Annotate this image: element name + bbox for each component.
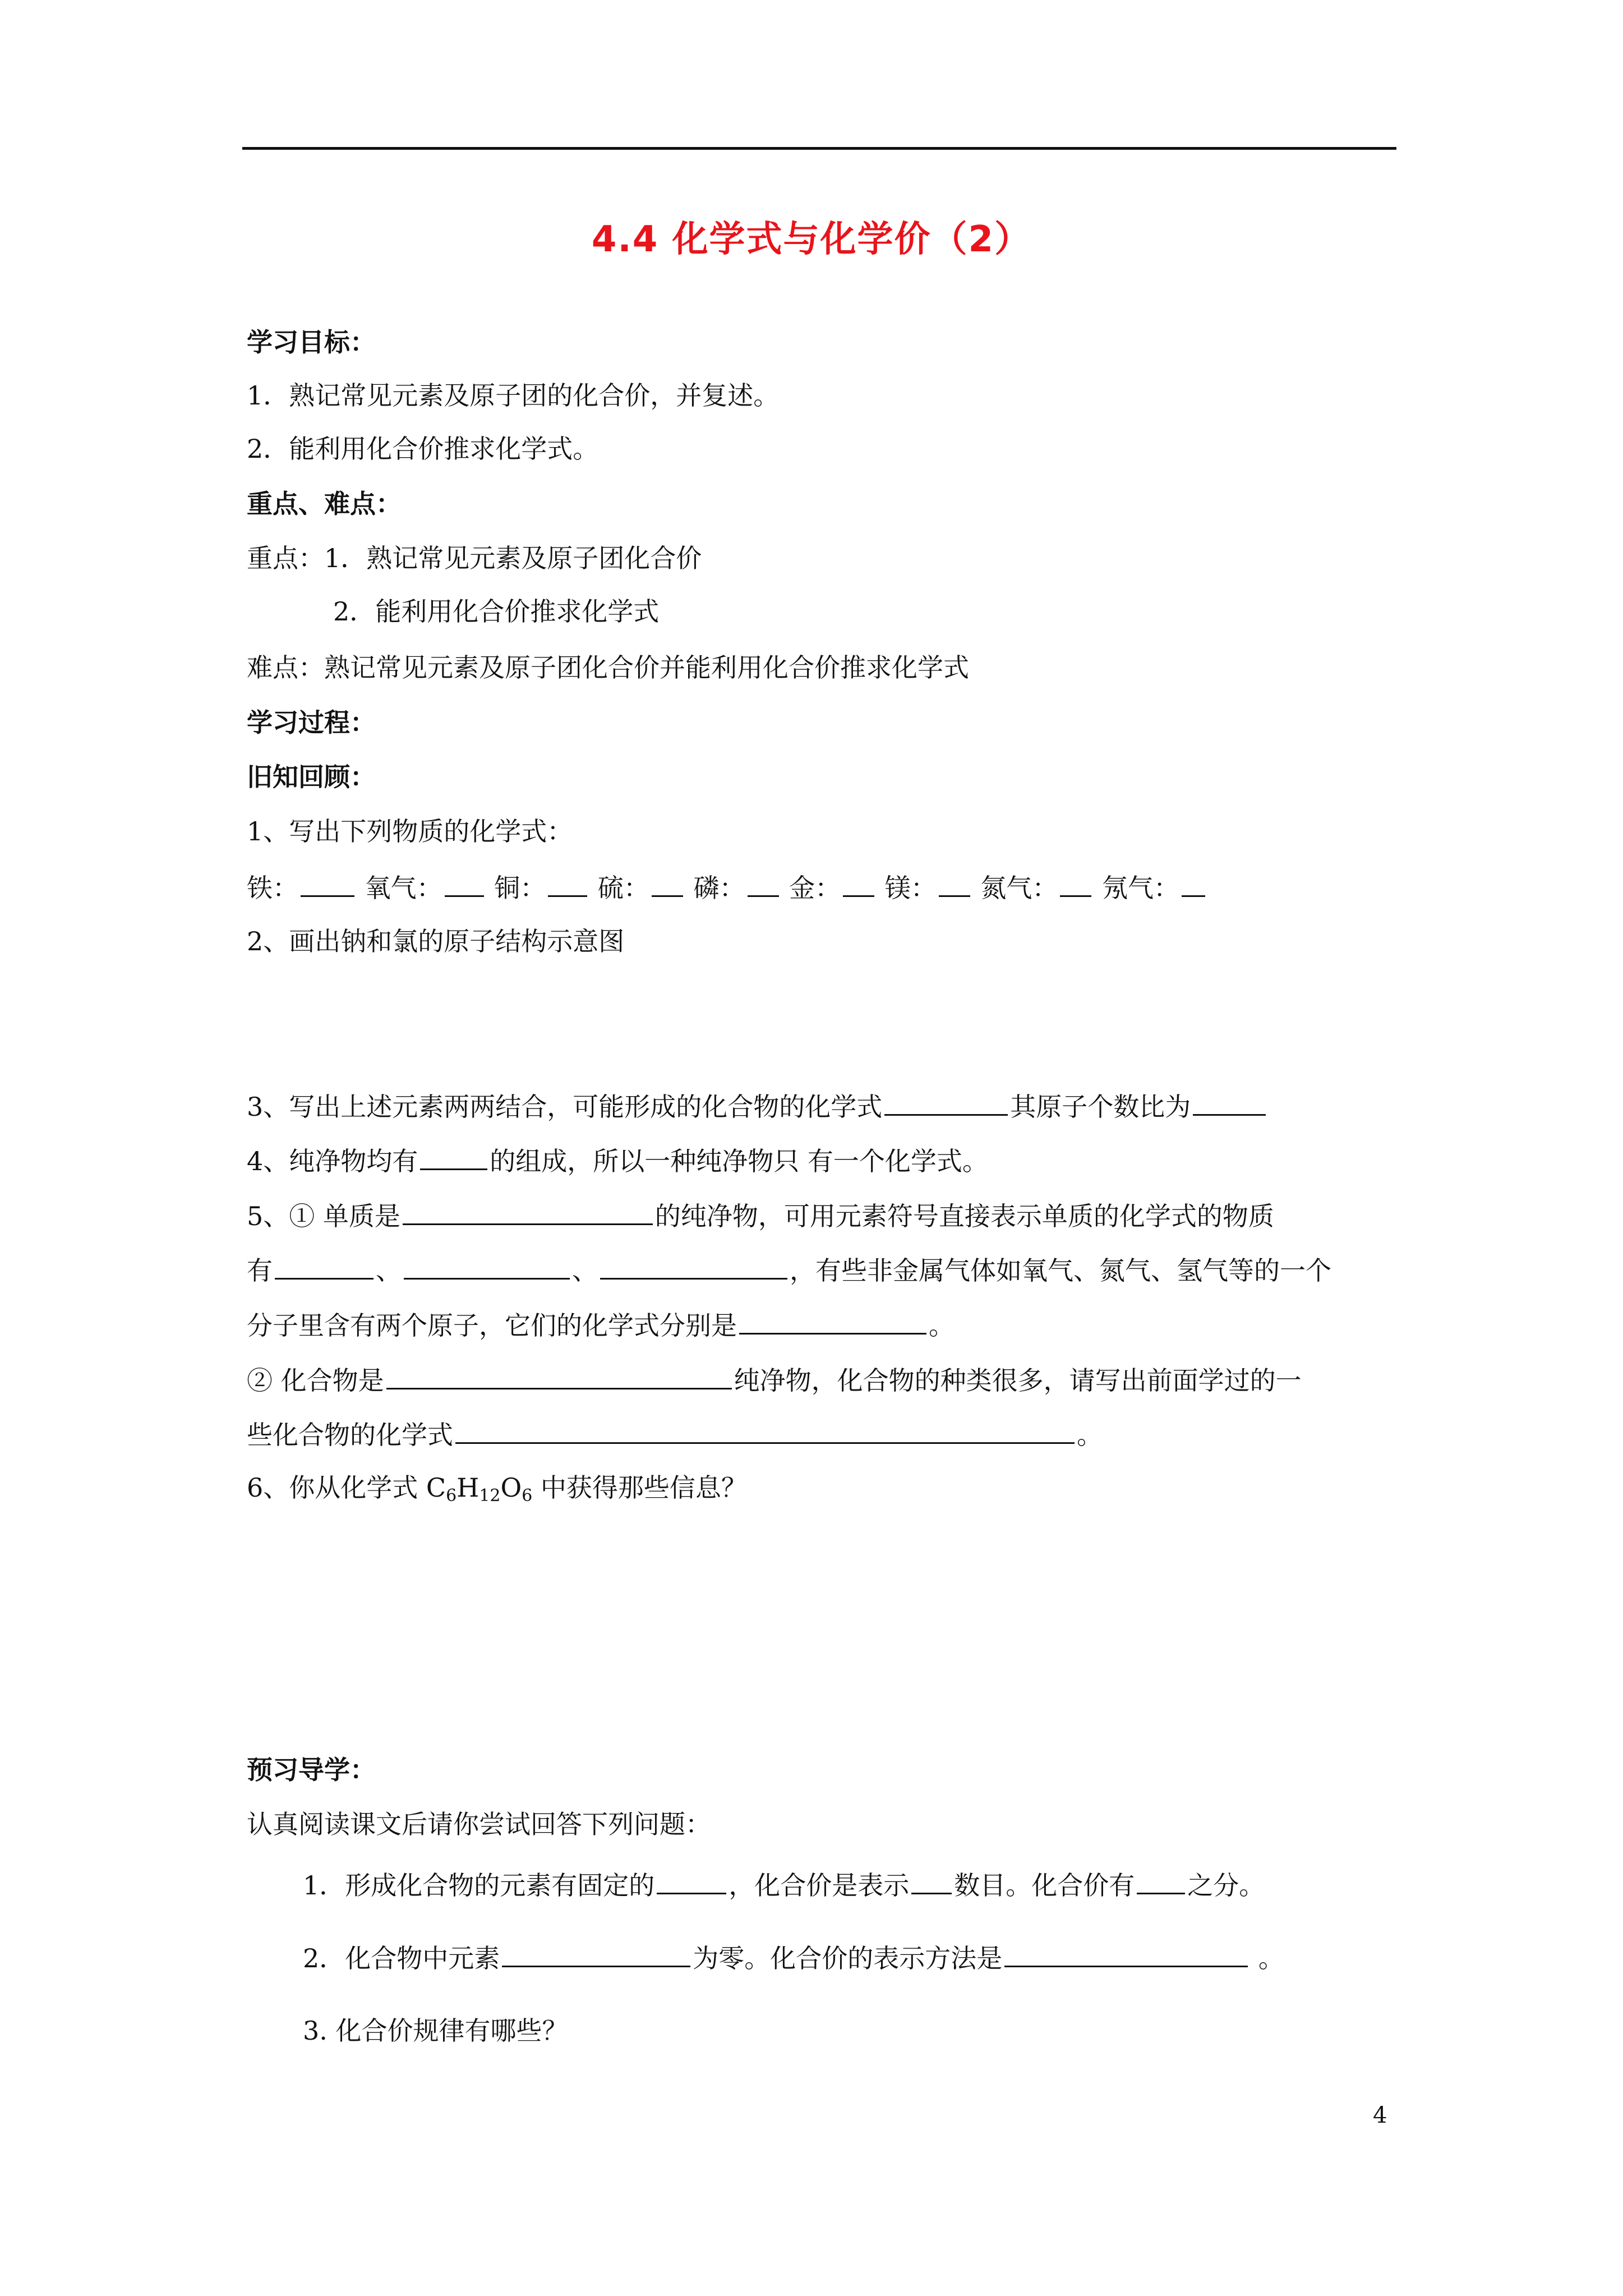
page-number: 4 bbox=[1373, 2102, 1387, 2128]
question-6-text-b: 中获得那些信息？ bbox=[532, 1473, 747, 1503]
answer-blank[interactable] bbox=[748, 869, 779, 897]
formula bbox=[426, 1473, 533, 1506]
answer-blank[interactable] bbox=[420, 1143, 487, 1170]
answer-blank[interactable] bbox=[739, 1307, 926, 1335]
key-point-2: 2．能利用化合价推求化学式 bbox=[333, 596, 660, 627]
question-1-blanks bbox=[247, 869, 1207, 905]
preview-question-3: 3. 化合价规律有哪些？ bbox=[303, 2016, 568, 2046]
subscript: 6 bbox=[446, 1486, 457, 1506]
preview-text: 1．形成化合物的元素有固定的 bbox=[303, 1870, 655, 1901]
question-3-text: 3、写出上述元素两两结合，可能形成的化合物的化学式 bbox=[247, 1092, 883, 1122]
blank-label: 氧气： bbox=[365, 873, 442, 903]
answer-blank[interactable] bbox=[275, 1252, 374, 1280]
question-6-text: 6、你从化学式 bbox=[247, 1473, 426, 1503]
blank-label: 铜： bbox=[494, 873, 546, 903]
preview-heading: 预习导学： bbox=[247, 1755, 376, 1785]
answer-blank[interactable] bbox=[386, 1362, 732, 1389]
answer-blank[interactable] bbox=[1004, 1940, 1248, 1967]
question-4 bbox=[247, 1143, 988, 1178]
subscript: 6 bbox=[522, 1486, 533, 1506]
answer-blank[interactable] bbox=[1137, 1867, 1185, 1894]
objective-item-1: 1．熟记常见元素及原子团的化合价，并复述。 bbox=[247, 380, 780, 411]
question-5-text-f: ② 化合物是 bbox=[247, 1365, 384, 1396]
blank-label: 磷： bbox=[693, 873, 745, 903]
answer-blank[interactable] bbox=[911, 1867, 952, 1894]
separator: 、 bbox=[572, 1255, 598, 1286]
question-5-line-5 bbox=[247, 1416, 1103, 1452]
answer-blank[interactable] bbox=[600, 1252, 787, 1280]
question-5-text: 5、① 单质是 bbox=[247, 1201, 400, 1231]
question-3 bbox=[247, 1088, 1268, 1124]
review-heading: 旧知回顾： bbox=[247, 762, 376, 792]
preview-text-c: 。 bbox=[1250, 1943, 1284, 1973]
separator: 、 bbox=[376, 1255, 402, 1286]
header-rule bbox=[242, 147, 1396, 150]
preview-intro: 认真阅读课文后请你尝试回答下列问题： bbox=[247, 1809, 711, 1839]
objectives-heading: 学习目标： bbox=[247, 327, 376, 357]
question-5-line-1 bbox=[247, 1198, 1274, 1233]
answer-blank[interactable] bbox=[301, 869, 354, 897]
question-5-text-b: 的纯净物，可用元素符号直接表示单质的化学式的物质 bbox=[654, 1201, 1274, 1231]
preview-text-b: 为零。化合价的表示方法是 bbox=[693, 1943, 1003, 1973]
answer-blank[interactable] bbox=[884, 1088, 1008, 1116]
preview-text: 2．化合物中元素 bbox=[303, 1943, 500, 1973]
question-5-text-c: 有 bbox=[247, 1255, 273, 1286]
blank-label: 氮气： bbox=[980, 873, 1058, 903]
question-2: 2、画出钠和氯的原子结构示意图 bbox=[247, 926, 625, 956]
preview-text-c: 数目。化合价有 bbox=[954, 1870, 1135, 1901]
element-symbol: O bbox=[500, 1473, 522, 1503]
difficulty: 难点：熟记常见元素及原子团化合价并能利用化合价推求化学式 bbox=[247, 652, 969, 683]
answer-blank[interactable] bbox=[843, 869, 874, 897]
blank-label: 铁： bbox=[247, 873, 298, 903]
answer-blank[interactable] bbox=[1182, 869, 1205, 897]
question-5-text-d: ，有些非金属气体如氧气、氮气、氢气等的一个 bbox=[790, 1255, 1331, 1286]
question-4-text-b: 的组成，所以一种纯净物只 有一个化学式。 bbox=[490, 1146, 988, 1176]
key-points-heading: 重点、难点： bbox=[247, 489, 402, 519]
answer-blank[interactable] bbox=[548, 869, 587, 897]
preview-question-1 bbox=[303, 1867, 1265, 1902]
blank-label: 镁： bbox=[884, 873, 937, 903]
answer-blank[interactable] bbox=[404, 1252, 570, 1280]
blank-label: 金： bbox=[789, 873, 841, 903]
answer-blank[interactable] bbox=[657, 1867, 726, 1894]
question-1: 1、写出下列物质的化学式： bbox=[247, 816, 573, 846]
element-symbol: C bbox=[426, 1473, 446, 1503]
question-5-text-e: 分子里含有两个原子，它们的化学式分别是 bbox=[247, 1310, 737, 1341]
objective-item-2: 2．能利用化合价推求化学式。 bbox=[247, 434, 599, 464]
answer-blank[interactable] bbox=[502, 1940, 690, 1967]
period: 。 bbox=[1077, 1420, 1103, 1450]
preview-text-b: ，化合价是表示 bbox=[728, 1870, 910, 1901]
answer-blank[interactable] bbox=[1060, 869, 1091, 897]
answer-blank[interactable] bbox=[403, 1198, 653, 1225]
question-6 bbox=[247, 1471, 747, 1513]
preview-question-2 bbox=[303, 1940, 1284, 1975]
question-5-text-h: 些化合物的化学式 bbox=[247, 1420, 453, 1450]
question-5-line-3 bbox=[247, 1307, 955, 1342]
answer-blank[interactable] bbox=[1193, 1088, 1266, 1116]
subscript: 12 bbox=[479, 1486, 501, 1506]
question-3-text-b: 其原子个数比为 bbox=[1010, 1092, 1191, 1122]
key-point-1: 重点：1．熟记常见元素及原子团化合价 bbox=[247, 543, 702, 573]
question-4-text: 4、纯净物均有 bbox=[247, 1146, 418, 1176]
question-5-text-g: 纯净物，化合物的种类很多，请写出前面学过的一 bbox=[734, 1365, 1302, 1396]
question-5-line-4 bbox=[247, 1362, 1302, 1397]
question-5-line-2 bbox=[247, 1252, 1331, 1287]
period: 。 bbox=[929, 1310, 955, 1341]
element-symbol: H bbox=[457, 1473, 479, 1503]
page-title: 4.4 化学式与化学价（2） bbox=[591, 219, 1032, 260]
answer-blank[interactable] bbox=[445, 869, 484, 897]
preview-text-d: 之分。 bbox=[1187, 1870, 1265, 1901]
process-heading: 学习过程： bbox=[247, 707, 376, 738]
answer-blank[interactable] bbox=[455, 1416, 1075, 1444]
answer-blank[interactable] bbox=[652, 869, 683, 897]
answer-blank[interactable] bbox=[939, 869, 970, 897]
blank-label: 氖气： bbox=[1102, 873, 1179, 903]
blank-label: 硫： bbox=[597, 873, 649, 903]
